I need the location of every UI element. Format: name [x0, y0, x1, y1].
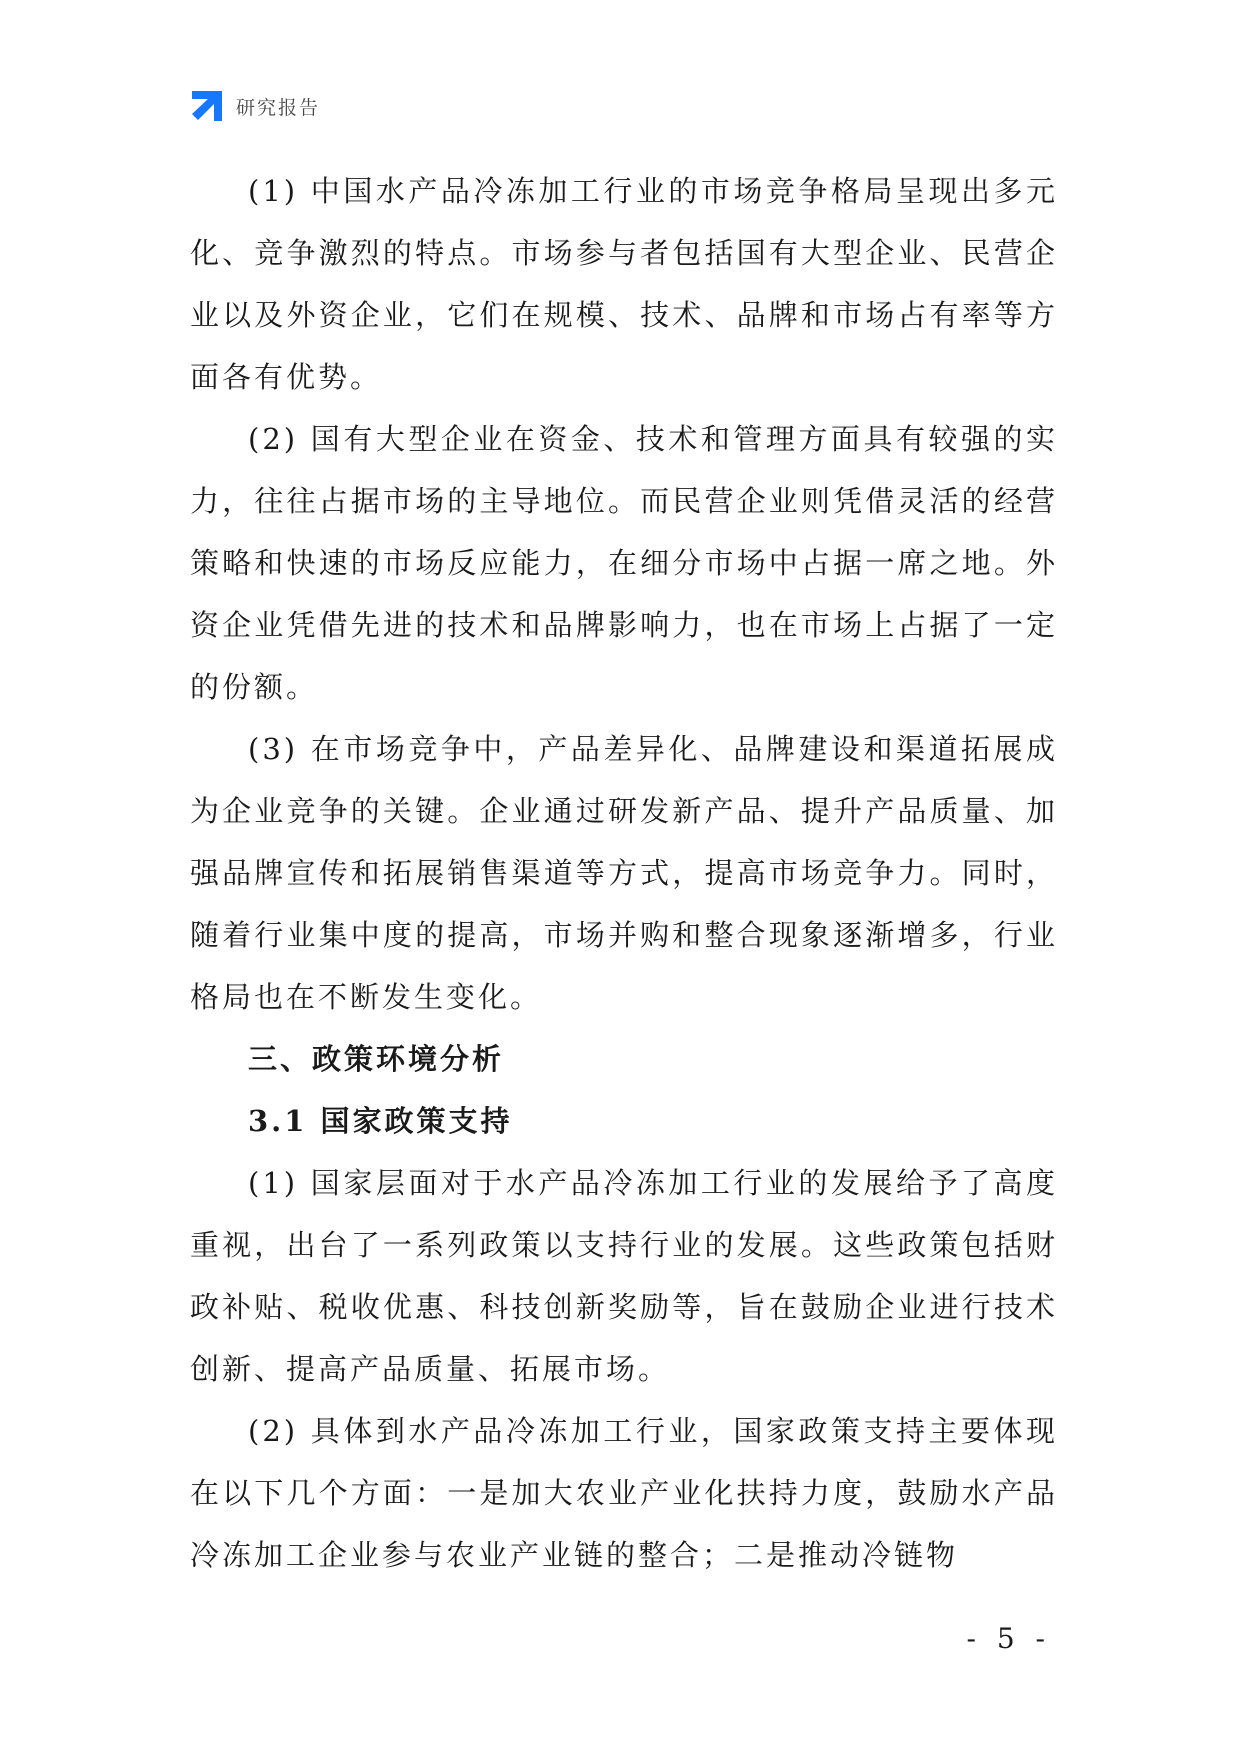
paragraph-state-owned-enterprises: (2) 国有大型企业在资金、技术和管理方面具有较强的实力，往往占据市场的主导地位。而民营企业则凭借灵活的经营策略和快速的市场反应能力，在细分市场中占据一席之地。外资企业凭借先进的技术和品牌影响力，也在市场上占据了一定的份额。	[190, 422, 1058, 704]
section-heading-policy-environment: 三、政策环境分析	[248, 1042, 505, 1076]
page-header	[190, 88, 320, 124]
document-body	[190, 160, 1058, 1586]
paragraph-market-structure: (1) 中国水产品冷冻加工行业的市场竞争格局呈现出多元化、竞争激烈的特点。市场参与者包括国有大型企业、民营企业以及外资企业，它们在规模、技术、品牌和市场占有率等方面各有优势。	[190, 174, 1058, 394]
header-title: 研究报告	[236, 96, 321, 119]
paragraph-competition-keys: (3) 在市场竞争中，产品差异化、品牌建设和渠道拓展成为企业竞争的关键。企业通过研发新产品、提升产品质量、加强品牌宣传和拓展销售渠道等方式，提高市场竞争力。同时，随着行业集中度的提高，市场并购和整合现象逐渐增多，行业格局也在不断发生变化。	[190, 732, 1058, 1014]
arrow-up-right-icon	[190, 89, 224, 123]
page-number: - 5 -	[966, 1622, 1051, 1655]
subsection-heading-national-policy: 3.1 国家政策支持	[248, 1104, 513, 1138]
paragraph-national-policy-details: (2) 具体到水产品冷冻加工行业，国家政策支持主要体现在以下几个方面：一是加大农业产业化扶持力度，鼓励水产品冷冻加工企业参与农业产业链的整合；二是推动冷链物	[190, 1414, 1058, 1572]
paragraph-national-policy-overview: (1) 国家层面对于水产品冷冻加工行业的发展给予了高度重视，出台了一系列政策以支持行业的发展。这些政策包括财政补贴、税收优惠、科技创新奖励等，旨在鼓励企业进行技术创新、提高产品质量、拓展市场。	[190, 1166, 1058, 1386]
